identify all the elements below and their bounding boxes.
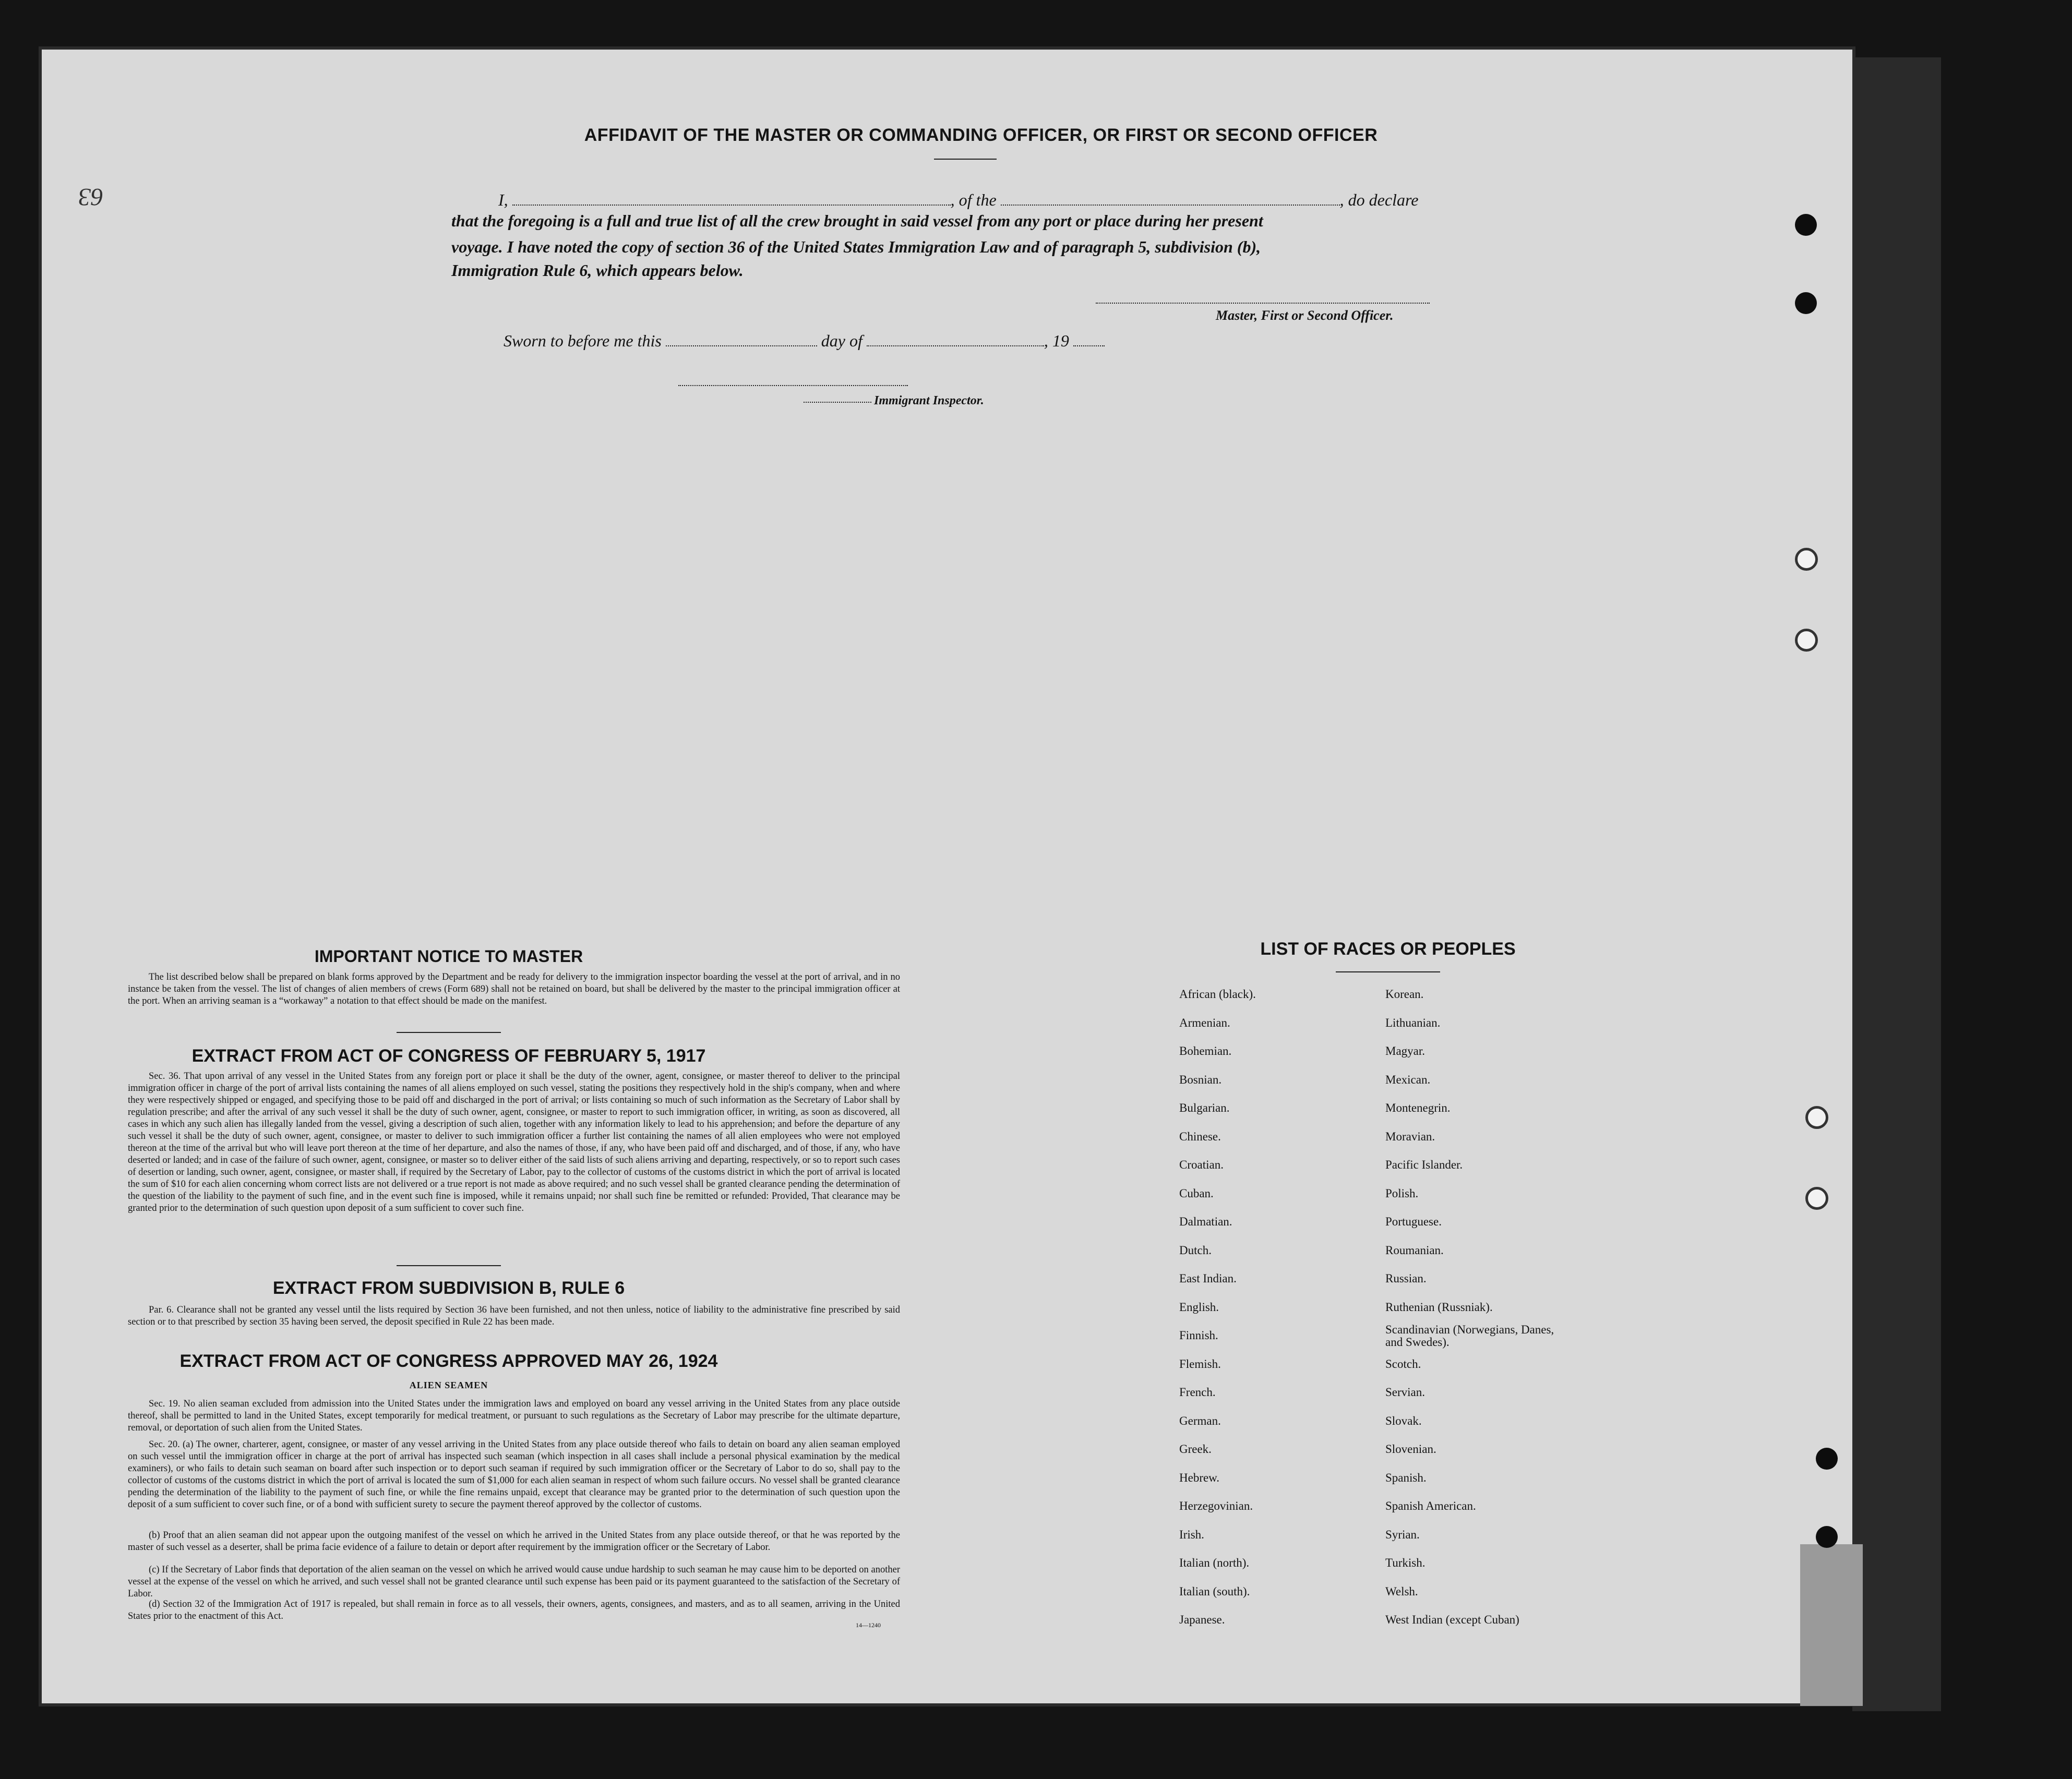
name-field[interactable] (512, 205, 951, 206)
sworn-day-field[interactable] (666, 345, 817, 346)
race-item-left: Croatian. (1179, 1158, 1224, 1171)
punch-hole (1795, 629, 1818, 652)
race-item-right: West Indian (except Cuban) (1385, 1613, 1519, 1626)
extract-rule6-title: EXTRACT FROM SUBDIVISION B, RULE 6 (272, 1278, 625, 1298)
notice-text: The list described below shall be prepared on blank forms approved by the Department and be ready for delivery to the immigration inspector boarding the vessel at the port of arrival, and in no instance be taken from the vessel. The list of changes of alien members of crews (Form 689) shall not be retained on board, but shall be delivered by the master to the principal immigration officer at the port. When an arriving seaman is a “workaway” a notation to that effect should be made on the manifest. (128, 972, 900, 1006)
race-item-right: Servian. (1385, 1386, 1426, 1399)
title-underline (934, 159, 997, 160)
vessel-field[interactable] (1001, 205, 1340, 206)
race-item-left: Dalmatian. (1179, 1215, 1232, 1228)
sworn-day-of: day of (821, 331, 863, 350)
race-item-right: Spanish. (1385, 1471, 1427, 1484)
race-item-right: Pacific Islander. (1385, 1158, 1463, 1171)
extract-rule6-text: Par. 6. Clearance shall not be granted any vessel until the lists required by Section 36 have been furnished, and not then unless, notice of liability to the administrative fine prescribed by said section or to that prescribed by section 35 having been served, the deposit specified in Rule 22 has been made. (128, 1305, 900, 1327)
race-item-left: French. (1179, 1386, 1216, 1399)
races-title: LIST OF RACES OR PEOPLES (1260, 939, 1516, 959)
race-item-right: Scotch. (1385, 1357, 1421, 1371)
affidavit-of-the: , of the (950, 190, 997, 209)
sworn-month-field[interactable] (867, 345, 1044, 346)
race-item-left: Flemish. (1179, 1357, 1221, 1371)
race-item-right: Polish. (1385, 1186, 1419, 1200)
race-item-left: English. (1179, 1300, 1219, 1314)
section-divider (397, 1265, 501, 1266)
race-item-left: Chinese. (1179, 1129, 1221, 1143)
race-item-right: Magyar. (1385, 1044, 1426, 1057)
punch-hole (1795, 292, 1817, 314)
extract-1924-sec20d: (d) Section 32 of the Immigration Act of 1917 is repealed, but shall remain in force as to all vessels, their owners, agents, consignees, and masters, and as to all seamen, arriving in the United States prior to the enactment of this Act. (128, 1599, 900, 1621)
race-item-right: Lithuanian. (1385, 1016, 1441, 1029)
extract-1924-subtitle: ALIEN SEAMEN (409, 1380, 488, 1390)
race-item-left: Greek. (1179, 1443, 1212, 1456)
extract-1924-sec20a: Sec. 20. (a) The owner, charterer, agent, consignee, or master of any vessel arriving in the United States from any place outside thereof who fails to detain on board any alien seaman employed on such vessel until the immigration officer in charge at the port of arrival has inspected such seaman (which inspection in all cases shall include a personal physical examination by the medical examiners), or who fails to detain such seaman on board after such inspection or to deport such seaman if required by such immigration officer or the Secretary of Labor to do so, shall pay to the collector of customs of the customs district in which the port of arrival is located the sum of $1,000 for each alien seaman in respect of whom such failure occurs. No vessel shall be granted clearance pending the determination of the liability to the payment of such fine, or while the fine remains unpaid, except that clearance may be granted prior to the determination of such question upon the deposit of a sum sufficient to cover such fine, or of a bond with sufficient surety to secure the payment thereof approved by the collector of customs. (128, 1439, 900, 1510)
inspector-signature-line[interactable] (678, 385, 908, 386)
extract-1924-sec19: Sec. 19. No alien seaman excluded from admission into the United States under the immigration laws and employed on board any vessel arriving in the United States from any place outside thereof, shall be permitted to land in the United States, except temporarily for medical treatment, or pursuant to such regulations as the Secretary of Labor may prescribe for the ultimate departure, removal, or deportation of such alien from the United States. (128, 1399, 900, 1433)
race-item-left: Herzegovinian. (1179, 1499, 1253, 1512)
race-item-right: Moravian. (1385, 1129, 1435, 1143)
race-item-left: Italian (north). (1179, 1556, 1250, 1569)
race-item-left: German. (1179, 1414, 1221, 1427)
affidavit-declaration-line (498, 190, 1418, 210)
notice-title: IMPORTANT NOTICE TO MASTER (314, 947, 583, 966)
race-item-left: Bosnian. (1179, 1073, 1222, 1086)
affidavit-declare: , do declare (1339, 190, 1419, 209)
inspector-signature-line-2 (804, 402, 871, 403)
sworn-prefix: Sworn to before me this (504, 331, 662, 350)
affidavit-body-1: that the foregoing is a full and true list of all the crew brought in said vessel from any port or place during her present (451, 211, 1263, 230)
affidavit-body-2: voyage. I have noted the copy of section 36 of the United States Immigration Law and of paragraph 5, subdivision (b), (451, 237, 1261, 256)
inspector-label: Immigrant Inspector. (874, 394, 984, 407)
punch-hole (1795, 214, 1817, 236)
race-item-left: Irish. (1179, 1528, 1204, 1541)
race-item-left: Bohemian. (1179, 1044, 1232, 1057)
race-item-right: Korean. (1385, 988, 1424, 1001)
master-signature-label: Master, First or Second Officer. (1216, 308, 1394, 323)
race-item-right: Portuguese. (1385, 1215, 1442, 1228)
affidavit-body-3: Immigration Rule 6, which appears below. (451, 261, 744, 280)
extract-1924-sec20c: (c) If the Secretary of Labor finds that deportation of the alien seaman on the vessel on which he arrived would cause undue hardship to such seaman he may cause him to be deported on another vessel at the expense of the vessel on which he arrived, and such vessel shall not be granted clearance until such expense has been paid or its payment guaranteed to the satisfaction of the Secretary of Labor. (128, 1565, 900, 1599)
race-item-right: Slovenian. (1385, 1443, 1436, 1456)
punch-hole (1816, 1526, 1838, 1548)
race-item-left: Finnish. (1179, 1329, 1218, 1342)
race-item-right: Montenegrin. (1385, 1101, 1451, 1114)
sworn-year-field[interactable] (1073, 345, 1105, 346)
races-title-underline (1336, 971, 1440, 972)
race-item-right: Spanish American. (1385, 1499, 1476, 1512)
race-item-right: Ruthenian (Russniak). (1385, 1300, 1493, 1314)
punch-hole (1805, 1106, 1828, 1129)
sworn-year: , 19 (1044, 331, 1069, 350)
form-number: 14—1240 (856, 1621, 881, 1629)
race-item-right: Welsh. (1385, 1584, 1418, 1598)
race-item-right: Turkish. (1385, 1556, 1426, 1569)
race-item-left: Bulgarian. (1179, 1101, 1230, 1114)
race-item-left: Dutch. (1179, 1243, 1212, 1257)
race-item-left: African (black). (1179, 988, 1256, 1001)
race-item-left: Armenian. (1179, 1016, 1230, 1029)
master-signature-line[interactable] (1096, 303, 1430, 304)
page-curl-shadow (1852, 57, 1941, 1711)
punch-hole (1805, 1187, 1828, 1210)
race-item-right: Mexican. (1385, 1073, 1431, 1086)
race-item-right: Russian. (1385, 1272, 1427, 1285)
extract-1917-text: Sec. 36. That upon arrival of any vessel in the United States from any foreign port or place it shall be the duty of the owner, agent, consignee, or master thereof to deliver to the principal immigration officer in charge of the port of arrival lists containing the names of all aliens employed on such vessel, stating the positions they respectively hold in the ship's company, when and where they were respectively shipped or engaged, and specifying those to be paid off and discharged in the port of arrival; or lists containing so much of such information as the Secretary of Labor shall by regulation prescribe; and after the arrival of any such vessel it shall be the duty of such owner, agent, consignee, or master to report to such immigration officer, in writing, as soon as discovered, all cases in which any such alien has illegally landed from the vessel, giving a description of such alien, together with any information likely to lead to his apprehension; and before the departure of any such vessel it shall be the duty of such owner, agent, consignee, or master to deliver to such immigration officer a further list containing the names of all alien employees who were not employed thereon at the time of the arrival but who will leave port thereon at the time of her departure, and also the names of those, if any, who have been paid off and discharged, and of those, if any, who have deserted or landed; and in case of the failure of such owner, agent, consignee, or master so to deliver either of the said lists of such aliens arriving and departing, respectively, or so to report such cases of desertion or landing, such owner, agent, consignee, or master shall, if required by the Secretary of Labor, pay to the collector of customs of the customs district in which the port of arrival is located the sum of $10 for each alien concerning whom correct lists are not delivered or a true report is not made as above required; and no such vessel shall be granted clearance pending the determination of the question of the liability to the payment of such fine, and in the event such fine is imposed, while it remains unpaid; nor shall such fine be remitted or refunded: Provided, That clearance may be granted prior to the determination of such question upon deposit of a sum sufficient to cover such fine. (128, 1071, 900, 1213)
extract-1924-sec20b: (b) Proof that an alien seaman did not appear upon the outgoing manifest of the vessel on which he arrived in the United States from any place outside thereof, or that he was reported by the master of such vessel as a deserter, shall be prima facie evidence of a failure to detain or deport after requirement by the immigration officer or the Secretary of Labor. (128, 1530, 900, 1553)
race-item-right: Syrian. (1385, 1528, 1420, 1541)
race-item-left: Japanese. (1179, 1613, 1225, 1626)
section-divider (397, 1032, 501, 1033)
race-item-right: Scandinavian (Norwegians, Danes, and Swedes). (1385, 1323, 1554, 1349)
race-item-right: Roumanian. (1385, 1243, 1444, 1257)
extract-1917-title: EXTRACT FROM ACT OF CONGRESS OF FEBRUARY 5, 1917 (191, 1046, 706, 1066)
race-item-left: Cuban. (1179, 1186, 1214, 1200)
race-item-right: Slovak. (1385, 1414, 1422, 1427)
race-item-left: Hebrew. (1179, 1471, 1220, 1484)
punch-hole (1795, 548, 1818, 571)
race-item-left: East Indian. (1179, 1272, 1237, 1285)
margin-mark: 63 (78, 183, 103, 211)
extract-1924-title: EXTRACT FROM ACT OF CONGRESS APPROVED MAY 26, 1924 (179, 1351, 718, 1371)
affidavit-title: AFFIDAVIT OF THE MASTER OR COMMANDING OFFICER, OR FIRST OR SECOND OFFICER (584, 125, 1378, 145)
lower-page-edge (1800, 1544, 1863, 1706)
sworn-line (504, 331, 1105, 351)
race-item-left: Italian (south). (1179, 1584, 1250, 1598)
affidavit-i: I, (498, 190, 508, 209)
punch-hole (1816, 1448, 1838, 1470)
